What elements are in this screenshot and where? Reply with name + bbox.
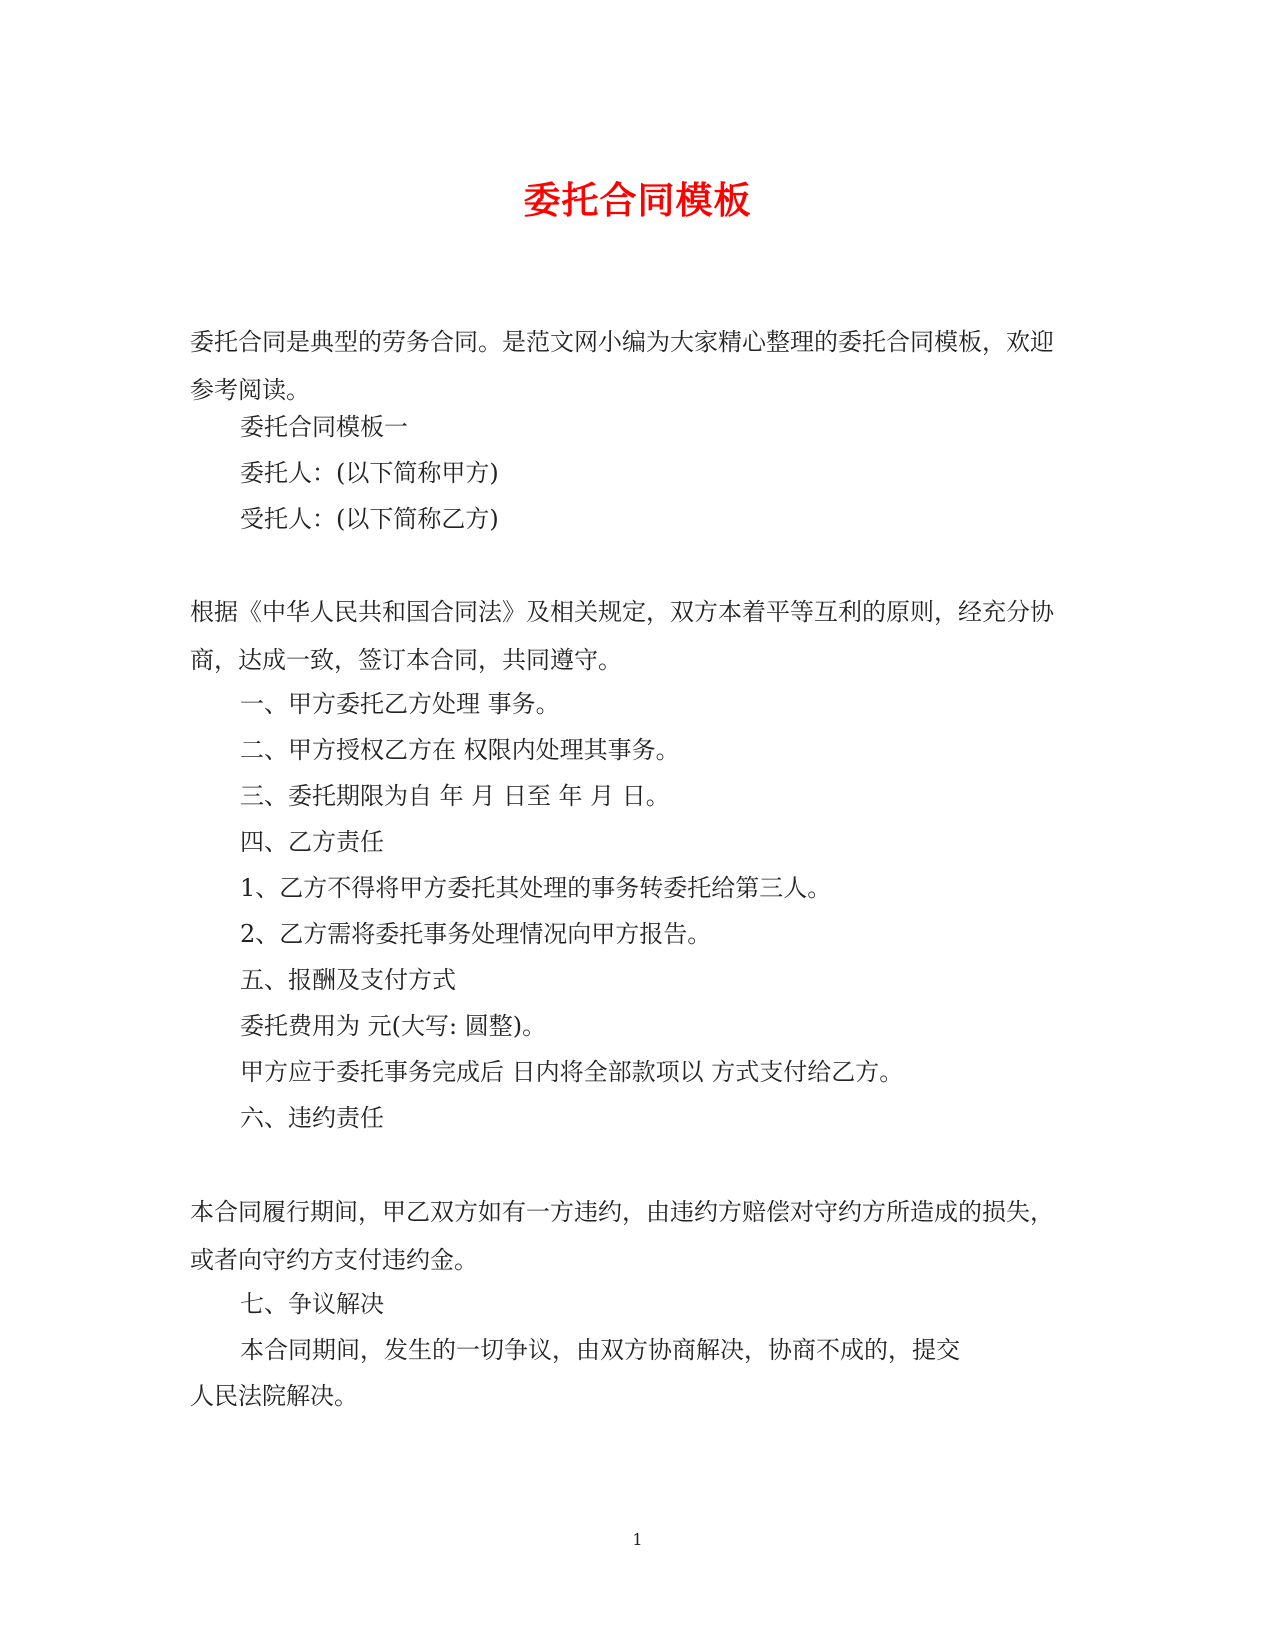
page-number: 1 (632, 1530, 643, 1549)
intro-paragraph: 委托合同是典型的劳务合同。是范文网小编为大家精心整理的委托合同模板，欢迎参考阅读。 (190, 328, 1054, 404)
clause-2: 二、甲方授权乙方在 权限内处理其事务。 (240, 736, 680, 764)
agent-line: 受托人：(以下简称乙方) (240, 505, 499, 533)
clause-7-text-line-2: 人民法院解决。 (190, 1382, 358, 1410)
clause-6-text: 本合同履行期间，甲乙双方如有一方违约，由违约方赔偿对守约方所造成的损失，或者向守约方支付违约金。 (190, 1198, 1054, 1274)
document-title: 委托合同模板 (523, 178, 752, 222)
clause-3: 三、委托期限为自 年 月 日至 年 月 日。 (240, 782, 670, 810)
clause-5-fee: 委托费用为 元(大写: 圆整)。 (240, 1012, 547, 1040)
clause-6-heading: 六、违约责任 (240, 1104, 384, 1132)
preamble-paragraph: 根据《中华人民共和国合同法》及相关规定，双方本着平等互利的原则，经充分协商，达成一致，签订本合同，共同遵守。 (190, 598, 1054, 674)
clause-1: 一、甲方委托乙方处理 事务。 (240, 690, 560, 718)
clause-4-heading: 四、乙方责任 (240, 828, 384, 856)
clause-5-heading: 五、报酬及支付方式 (240, 966, 456, 994)
clause-4-item-1: 1、乙方不得将甲方委托其处理的事务转委托给第三人。 (240, 874, 832, 902)
clause-5-payment: 甲方应于委托事务完成后 日内将全部款项以 方式支付给乙方。 (240, 1058, 904, 1086)
clause-7-text-line-1: 本合同期间，发生的一切争议，由双方协商解决，协商不成的，提交 (240, 1336, 960, 1364)
principal-line: 委托人：(以下简称甲方) (240, 459, 499, 487)
clause-4-item-2: 2、乙方需将委托事务处理情况向甲方报告。 (240, 920, 712, 948)
clause-7-heading: 七、争议解决 (240, 1290, 384, 1318)
template-heading: 委托合同模板一 (240, 413, 408, 441)
